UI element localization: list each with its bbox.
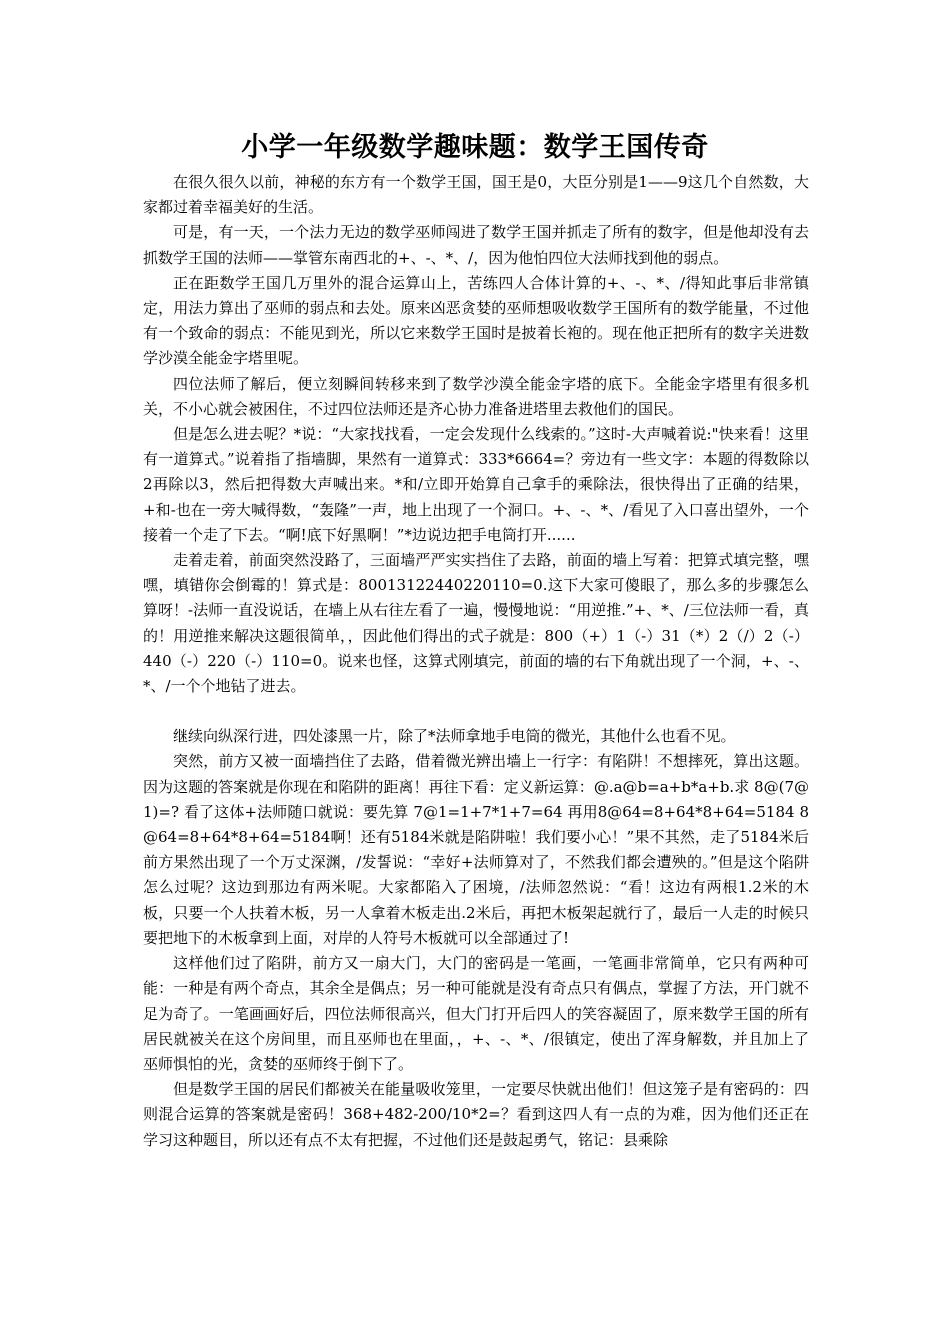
paragraph: 这样他们过了陷阱，前方又一扇大门，大门的密码是一笔画，一笔画非常简单，它只有两种可能：一种是有两个奇点，其余全是偶点；另一种可能就是没有奇点只有偶点，掌握了方法，开门就不足为奇了。一笔画画好后，四位法师很高兴，但大门打开后四人的笑容凝固了，原来数学王国的所有居民就被关在这个房间里，而且巫师也在里面，，+、-、*、/很镇定，使出了浑身解数，并且加上了巫师惧怕的光，贪婪的巫师终于倒下了。 (143, 954, 809, 1073)
paragraph: 突然，前方又被一面墙挡住了去路，借着微光辨出墙上一行字：有陷阱！不想摔死，算出这题。因为这题的答案就是你现在和陷阱的距离！再往下看：定义新运算：@.a@b=a+b*a+b.求 8@(7@1)=? 看了这体+法师随口就说：要先算 7@1=1+7*1+7=64 再用8@64=8+64*8+64=5184 8@64=8+64*8+64=5184啊！还有5184米就是陷阱啦！我们要小心！”果不其然，走了5184米后前方果然出现了一个万丈深渊，/发誓说：“幸好+法师算对了，不然我们都会遭殃的。”但是这个陷阱怎么过呢？这边到那边有两米呢。大家都陷入了困境，/法师忽然说：“看！这边有两根1.2米的木板，只要一个人扶着木板，另一人拿着木板走出.2米后，再把木板架起就行了，最后一人走的时候只要把地下的木板拿到上面，对岸的人符号木板就可以全部通过了! (143, 752, 809, 947)
blank-line (143, 699, 809, 724)
paragraph: 走着走着，前面突然没路了，三面墙严严实实挡住了去路，前面的墙上写着：把算式填完整，嘿嘿，填错你会倒霉的！算式是：80013122440220110=0.这下大家可傻眼了，那么多的步骤怎么算呀！-法师一直没说话，在墙上从右往左看了一遍，慢慢地说：“用逆推.”+、*、/三位法师一看，真的！用逆推来解决这题很简单，，因此他们得出的式子就是：800（+）1（-）31（*）2（/）2（-）440（-）220（-）110=0。说来也怪，这算式刚填完，前面的墙的右下角就出现了一个洞，+、-、*、/一个个地钻了进去。 (143, 551, 809, 696)
paragraph: 但是数学王国的居民们都被关在能量吸收笼里，一定要尽快就出他们！但这笼子是有密码的：四则混合运算的答案就是密码！368+482-200/10*2=？看到这四人有一点的为难，因为他们还正在学习这种题目，所以还有点不太有把握，不过他们还是鼓起勇气，铭记：县乘除 (143, 1080, 809, 1149)
paragraph: 但是怎么进去呢？*说：“大家找找看，一定会发现什么线索的。”这时-大声喊着说:"快来看！这里有一道算式。”说着指了指墙脚，果然有一道算式：333*6664=？旁边有一些文字：本题的得数除以2再除以3，然后把得数大声喊出来。*和/立即开始算自己拿手的乘除法，很快得出了正确的结果，+和-也在一旁大喊得数，“轰隆”一声，地上出现了一个洞口。+、-、*、/看见了入口喜出望外，一个接着一个走了下去。“啊!底下好黑啊！”*边说边把手电筒打开...... (143, 425, 809, 544)
paragraph: 在很久很久以前，神秘的东方有一个数学王国，国王是0，大臣分别是1——9这几个自然数，大家都过着幸福美好的生活。 (143, 173, 809, 217)
document-title: 小学一年级数学趣味题：数学王国传奇 (241, 132, 709, 163)
document-body (143, 170, 809, 1153)
paragraph: 继续向纵深行进，四处漆黑一片，除了*法师拿地手电筒的微光，其他什么也看不见。 (173, 727, 736, 746)
paragraph: 四位法师了解后，便立刻瞬间转移来到了数学沙漠全能金字塔的底下。全能金字塔里有很多机关，不小心就会被困住，不过四位法师还是齐心协力准备进塔里去救他们的国民。 (143, 374, 809, 418)
paragraph: 可是，有一天，一个法力无边的数学巫师闯进了数学王国并抓走了所有的数字，但是他却没有去抓数学王国的法师——掌管东南西北的+、-、*、/，因为他怕四位大法师找到他的弱点。 (143, 223, 809, 267)
paragraph: 正在距数学王国几万里外的混合运算山上，苦练四人合体计算的+、-、*、/得知此事后非常镇定，用法力算出了巫师的弱点和去处。原来凶恶贪婪的巫师想吸收数学王国所有的数学能量，不过他有一个致命的弱点：不能见到光，所以它来数学王国时是披着长袍的。现在他正把所有的数字关进数学沙漠全能金字塔里呢。 (143, 273, 809, 368)
